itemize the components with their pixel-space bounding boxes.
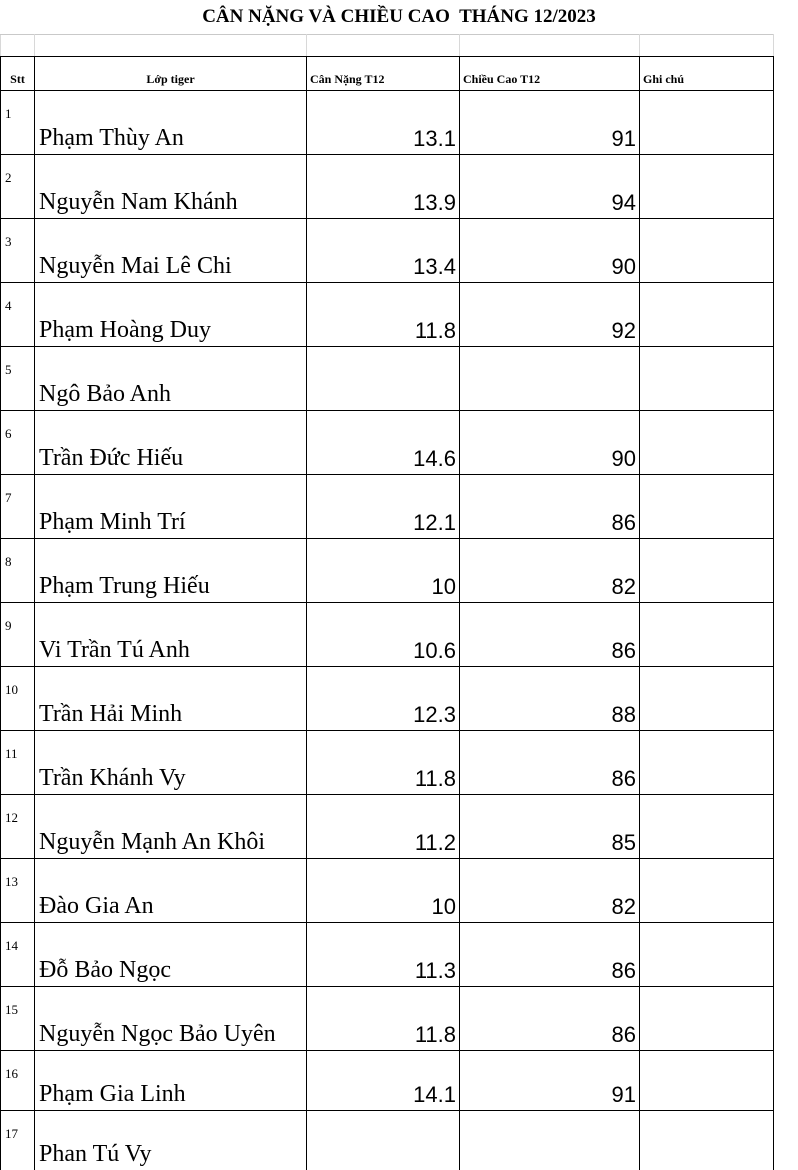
weight-cell[interactable]: 12.3	[307, 667, 460, 731]
row-number: 13	[1, 874, 18, 889]
table-row	[1, 411, 774, 475]
name-cell[interactable]: Vi Trần Tú Anh	[35, 603, 307, 667]
name-cell[interactable]: Nguyễn Ngọc Bảo Uyên	[35, 987, 307, 1051]
note-cell[interactable]	[640, 603, 774, 667]
table-row	[1, 603, 774, 667]
weight-cell[interactable]: 13.1	[307, 91, 460, 155]
weight-cell[interactable]: 10	[307, 539, 460, 603]
table-row	[1, 475, 774, 539]
stt-cell[interactable]	[1, 923, 35, 987]
name-cell[interactable]: Nguyễn Mai Lê Chi	[35, 219, 307, 283]
weight-cell[interactable]	[307, 347, 460, 411]
row-number: 3	[1, 234, 12, 249]
note-cell[interactable]	[640, 347, 774, 411]
name-cell[interactable]: Trần Khánh Vy	[35, 731, 307, 795]
header-row	[1, 57, 774, 91]
height-cell[interactable]: 82	[460, 539, 640, 603]
height-cell[interactable]	[460, 347, 640, 411]
stt-cell[interactable]	[1, 859, 35, 923]
stt-cell[interactable]	[1, 155, 35, 219]
cell[interactable]	[460, 35, 640, 57]
note-cell[interactable]	[640, 731, 774, 795]
stt-cell[interactable]	[1, 347, 35, 411]
weight-cell[interactable]: 11.8	[307, 283, 460, 347]
name-cell[interactable]: Phạm Gia Linh	[35, 1051, 307, 1111]
name-cell[interactable]: Đỗ Bảo Ngọc	[35, 923, 307, 987]
height-cell[interactable]: 86	[460, 923, 640, 987]
note-cell[interactable]	[640, 91, 774, 155]
table-row	[1, 1111, 774, 1170]
note-cell[interactable]	[640, 475, 774, 539]
name-cell[interactable]: Trần Hải Minh	[35, 667, 307, 731]
weight-cell[interactable]: 13.4	[307, 219, 460, 283]
weight-cell[interactable]: 12.1	[307, 475, 460, 539]
height-cell[interactable]: 91	[460, 91, 640, 155]
header-weight[interactable]: Cân Nặng T12	[307, 57, 460, 91]
cell[interactable]	[1, 35, 35, 57]
stt-cell[interactable]	[1, 731, 35, 795]
name-cell[interactable]: Ngô Bảo Anh	[35, 347, 307, 411]
weight-cell[interactable]: 11.3	[307, 923, 460, 987]
blank-row	[1, 35, 774, 57]
name-cell[interactable]: Nguyễn Nam Khánh	[35, 155, 307, 219]
height-cell[interactable]: 86	[460, 987, 640, 1051]
note-cell[interactable]	[640, 1051, 774, 1111]
height-cell[interactable]: 86	[460, 603, 640, 667]
note-cell[interactable]	[640, 667, 774, 731]
height-cell[interactable]: 94	[460, 155, 640, 219]
height-cell[interactable]	[460, 1111, 640, 1170]
table-row	[1, 539, 774, 603]
row-number: 17	[1, 1126, 18, 1141]
name-cell[interactable]: Trần Đức Hiếu	[35, 411, 307, 475]
height-cell[interactable]: 85	[460, 795, 640, 859]
weight-cell[interactable]: 10	[307, 859, 460, 923]
name-cell[interactable]: Phan Tú Vy	[35, 1111, 307, 1170]
height-cell[interactable]: 88	[460, 667, 640, 731]
note-cell[interactable]	[640, 283, 774, 347]
height-cell[interactable]: 82	[460, 859, 640, 923]
stt-cell[interactable]	[1, 1111, 35, 1170]
name-cell[interactable]: Phạm Trung Hiếu	[35, 539, 307, 603]
weight-cell[interactable]: 13.9	[307, 155, 460, 219]
row-number: 15	[1, 1002, 18, 1017]
table-row	[1, 731, 774, 795]
stt-cell[interactable]	[1, 475, 35, 539]
table-row	[1, 987, 774, 1051]
row-number: 14	[1, 938, 18, 953]
height-cell[interactable]: 92	[460, 283, 640, 347]
table-row	[1, 347, 774, 411]
stt-cell[interactable]	[1, 539, 35, 603]
height-cell[interactable]: 90	[460, 219, 640, 283]
note-cell[interactable]	[640, 219, 774, 283]
spreadsheet-table	[0, 34, 774, 1170]
stt-cell[interactable]	[1, 411, 35, 475]
sheet-title: CÂN NẶNG VÀ CHIỀU CAO THÁNG 12/2023	[0, 0, 798, 34]
weight-cell[interactable]: 11.2	[307, 795, 460, 859]
cell[interactable]	[307, 35, 460, 57]
stt-cell[interactable]	[1, 219, 35, 283]
stt-cell[interactable]	[1, 987, 35, 1051]
header-class[interactable]: Lớp tiger	[35, 57, 307, 91]
height-cell[interactable]: 86	[460, 731, 640, 795]
height-cell[interactable]: 91	[460, 1051, 640, 1111]
name-cell[interactable]: Phạm Minh Trí	[35, 475, 307, 539]
table-row	[1, 1051, 774, 1111]
table-row	[1, 795, 774, 859]
note-cell[interactable]	[640, 539, 774, 603]
row-number: 9	[1, 618, 12, 633]
cell[interactable]	[35, 35, 307, 57]
height-cell[interactable]: 90	[460, 411, 640, 475]
note-cell[interactable]	[640, 155, 774, 219]
table-row	[1, 283, 774, 347]
note-cell[interactable]	[640, 795, 774, 859]
name-cell[interactable]: Phạm Hoàng Duy	[35, 283, 307, 347]
note-cell[interactable]	[640, 411, 774, 475]
table-row	[1, 219, 774, 283]
name-cell[interactable]: Phạm Thùy An	[35, 91, 307, 155]
row-number: 10	[1, 682, 18, 697]
row-number: 1	[1, 106, 12, 121]
weight-cell[interactable]: 10.6	[307, 603, 460, 667]
note-cell[interactable]	[640, 923, 774, 987]
stt-cell[interactable]	[1, 1051, 35, 1111]
weight-cell[interactable]: 11.8	[307, 731, 460, 795]
name-cell[interactable]: Đào Gia An	[35, 859, 307, 923]
row-number: 7	[1, 490, 12, 505]
row-number: 16	[1, 1066, 18, 1081]
row-number: 11	[1, 746, 18, 761]
header-stt[interactable]: Stt	[1, 57, 35, 91]
weight-cell[interactable]	[307, 1111, 460, 1170]
weight-cell[interactable]: 14.1	[307, 1051, 460, 1111]
cell[interactable]	[640, 35, 774, 57]
weight-cell[interactable]: 11.8	[307, 987, 460, 1051]
stt-cell[interactable]	[1, 795, 35, 859]
row-number: 6	[1, 426, 12, 441]
note-cell[interactable]	[640, 1111, 774, 1170]
name-cell[interactable]: Nguyễn Mạnh An Khôi	[35, 795, 307, 859]
table-row	[1, 91, 774, 155]
weight-cell[interactable]: 14.6	[307, 411, 460, 475]
table-row	[1, 923, 774, 987]
row-number: 8	[1, 554, 12, 569]
table-row	[1, 667, 774, 731]
row-number: 2	[1, 170, 12, 185]
row-number: 5	[1, 362, 12, 377]
stt-cell[interactable]	[1, 603, 35, 667]
header-height[interactable]: Chiều Cao T12	[460, 57, 640, 91]
row-number: 12	[1, 810, 18, 825]
stt-cell[interactable]	[1, 667, 35, 731]
table-row	[1, 859, 774, 923]
table-row	[1, 155, 774, 219]
row-number: 4	[1, 298, 12, 313]
note-cell[interactable]	[640, 859, 774, 923]
header-note[interactable]: Ghi chú	[640, 57, 774, 91]
stt-cell[interactable]	[1, 91, 35, 155]
note-cell[interactable]	[640, 987, 774, 1051]
height-cell[interactable]: 86	[460, 475, 640, 539]
stt-cell[interactable]	[1, 283, 35, 347]
